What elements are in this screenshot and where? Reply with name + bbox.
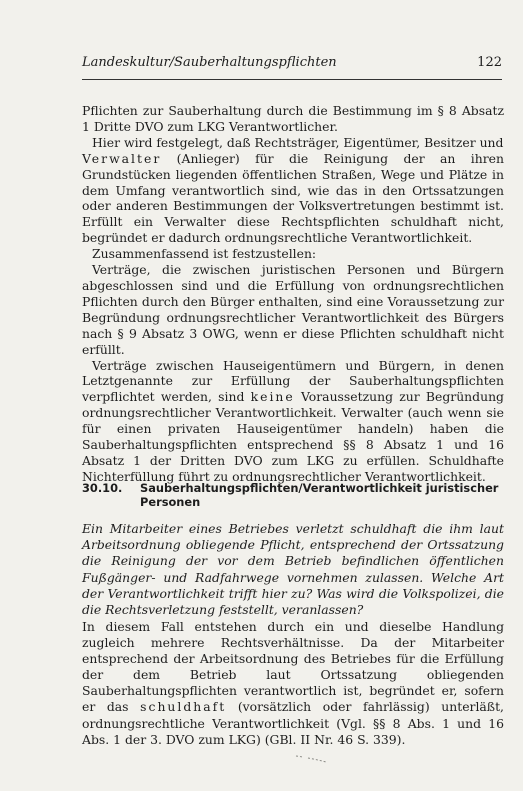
- paragraph-5: [82, 358, 504, 485]
- section-number: 30.10.: [82, 481, 123, 495]
- answer-rest: (vorsätzlich oder fahrlässig) unterläßt, ordnungsrechtliche Verantwortlichkeit (Vgl. §§ 8 Abs. 1 und 16 Abs. 1 der 3. DVO zum LKG) (GBl. II Nr. 46 S. 339).: [82, 699, 504, 747]
- paragraph-2: [82, 135, 504, 246]
- spaced-word-verwalter: Verwalter: [82, 150, 162, 166]
- paragraph-5-rest: Voraussetzung zur Begründung ordnungsrechtlicher Verantwortlichkeit. Verwalter (auch wenn sie für einen privaten Hauseigentümer handeln) haben die Sauberhaltungspflichten entsprechend §§ 8 Absatz 1 und 16 Absatz 1 der Dritten DVO zum LKG zu erfüllen. Schuldhafte Nichterfüllung führt zu ordnungsrechtlicher Verantwortlichkeit.: [82, 389, 504, 484]
- paragraph-4: Verträge, die zwischen juristischen Personen und Bürgern abgeschlossen sind und die Erfüllung von ordnungsrechtlichen Pflichten durch den Bürger enthalten, sind eine Voraussetzung zur Begründung ordnungsrechtlicher Verantwortlichkeit des Bürgers nach § 9 Absatz 3 OWG, wenn er diese Pflichten schuldhaft nicht erfüllt.: [82, 262, 504, 357]
- section-title: Sauberhaltungspflichten/Verantwortlichkeit juristischer Personen: [140, 481, 499, 509]
- paragraph-2-rest: (Anlieger) für die Reinigung der an ihren Grundstücken liegenden öffentlichen Straßen, Wege und Plätze in dem Umfang verantwortlich sind, wie das in den Ortssatzungen oder anderen Bestimmungen der Volksvertretungen bestimmt ist. Erfüllt ein Verwalter diese Rechtspflichten schuldhaft nicht, begründet er dadurch ordnungsrechtliche Verantwortlichkeit.: [82, 150, 504, 246]
- header-rule: [82, 79, 502, 80]
- question-text: Ein Mitarbeiter eines Betriebes verletzt schuldhaft die ihm laut Arbeitsordnung obliegende Pflicht, entsprechend der Ortssatzung die Reinigung der vor dem Betrieb befindlichen öffentlichen Fußgänger- und Radfahrwege vornehmen zulassen. Welche Art der Verantwortlichkeit trifft hier zu? Was wird die Volkspolizei, die die Rechtsverletzung feststellt, veranlassen?: [82, 521, 504, 618]
- answer-lead: In diesem Fall entstehen durch ein und dieselbe Handlung zugleich mehrere Rechtsverhältnisse. Da der Mitarbeiter entsprechend der Arbeitsordnung des Betriebes für die Erfüllung der dem Betrieb laut Ortssatzung obliegenden Sauberhaltungspflichten verantwortlich ist, begründet er, sofern er das: [82, 619, 504, 715]
- answer-text: [82, 619, 504, 748]
- page-number: 122: [477, 55, 502, 70]
- spaced-word-keine: keine: [250, 389, 295, 405]
- paragraph-1: Pflichten zur Sauberhaltung durch die Bestimmung im § 8 Absatz 1 Dritte DVO zum LKG Verantwortlicher.: [82, 103, 504, 134]
- body-text: [82, 103, 504, 485]
- paragraph-3: Zusammenfassend ist festzustellen:: [92, 246, 317, 262]
- paragraph-5-lead: Verträge zwischen Hauseigentümern und Bürgern, in denen Letztgenannte zur Erfüllung der Sauberhaltungspflichten verpflichtet werden, sind: [82, 357, 504, 405]
- running-title: Landeskultur/Sauberhaltungspflichten: [82, 55, 337, 70]
- ink-smudge: [294, 752, 334, 764]
- spaced-word-schuldhaft: schuldhaft: [140, 699, 227, 715]
- running-header: [82, 55, 502, 70]
- paragraph-2-lead: Hier wird festgelegt, daß Rechtsträger, Eigentümer, Besitzer und: [92, 134, 504, 150]
